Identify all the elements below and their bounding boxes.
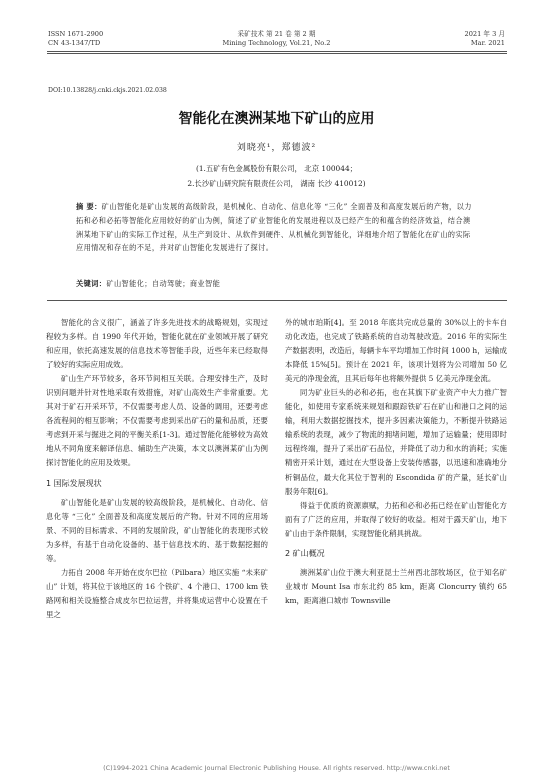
journal-name-en: Mining Technology, Vol.21, No.2	[222, 39, 331, 47]
section-heading-1: 1 国际发展现状	[46, 478, 102, 488]
paragraph: 力拓自 2008 年开始在皮尔巴拉（Pilbara）地区实施 “未来矿山” 计划，将其位于该地区的 16 个铁矿、4 个港口、1700 km 铁路网和相关设施整合成皮尔巴拉运营，并将集成运营中心设置在千里之	[46, 567, 268, 619]
abstract-label: 摘 要：	[76, 202, 102, 211]
doi: DOI:10.13828/j.cnki.ckjs.2021.02.038	[48, 87, 167, 94]
keywords-label: 关键词：	[76, 279, 107, 288]
paragraph: 矿山智能化是矿山发展的较高级阶段，是机械化、自动化、信息化等 “三化” 全面普及和高度发展后的产物。针对不同的应用场景、不同的目标需求、不同的发展阶段，矿山智能化的表现形式较为多样，有基于自动化设备的、基于信息技术的、基于数据挖掘的等。	[46, 497, 268, 563]
authors: 刘晓亮¹，郑德波²	[236, 143, 317, 153]
paragraph: 矿山生产环节较多，各环节间相互关联。合理安排生产，及时识别问题并针对性地采取有效措施，对矿山高效生产非常重要。尤其对于矿石开采环节，不仅需要考虑人员、设备的调用，还要考虑各流程间的相互影响；不仅需要考虑到采出矿石的量和品质，还要考虑到开采与掘进之间的平衡关系[1-3]。通过智能化能够较为高效地从不同角度来解译信息、辅助生产决策，本文以澳洲某矿山为例探讨智能化的应用及效果。	[46, 374, 268, 468]
abstract	[76, 200, 476, 255]
issn: ISSN 1671-2900	[48, 30, 104, 38]
header-rule-top	[47, 51, 507, 52]
section-heading-2: 2 矿山概况	[285, 548, 325, 558]
date-en: Mar. 2021	[470, 39, 505, 47]
paragraph: 得益于优质的资源禀赋，力拓和必和必拓已经在矿山智能化方面有了广泛的应用，并取得了较好的收益。相对于露天矿山，地下矿山由于条件限制，实现智能化稍具挑战。	[285, 500, 507, 538]
paragraph: 澳洲某矿山位于澳大利亚昆士兰州西北部牧场区，位于知名矿业城市 Mount Isa 市东北约 85 km，距离 Cloncurry 镇约 65 km，距离港口城市 Townsville	[285, 567, 507, 605]
affiliation-2: 2.长沙矿山研究院有限责任公司， 湖南 长沙 410012)	[187, 179, 366, 188]
copyright-footer: (C)1994-2021 China Academic Journal Electronic Publishing House. All rights reserved. http://www.cnki.net	[103, 764, 450, 772]
affiliation-1: (1.五矿有色金属股份有限公司， 北京 100044；	[195, 164, 358, 173]
paragraph: 外的城市珀斯[4]。至 2018 年底共完成总量的 30%以上的卡车自动化改造，也完成了铁路系统的自动驾驶改造。2016 年的实际生产数据表明，改造后，每辆卡车平均增加工作时间 1000 h，运输成本降低 15%[5]。预计在 2021 年，该项计划将为公司增加 50 亿美元的净现金流，且其后每年也将额外提供 5 亿美元净现金流。	[285, 318, 507, 384]
keywords-text: 矿山智能化；自动驾驶；商业智能	[106, 279, 221, 288]
journal-name-cn: 采矿技术 第 21 卷 第 2 期	[237, 30, 316, 38]
left-column	[46, 316, 268, 622]
paragraph: 智能化的含义很广，涵盖了许多先进技术的战略规划，实现过程较为多样。自 1990 年代开始，智能化就在矿业领域开展了研究和应用，依托高速发展的信息技术等智能手段，近些年来已经取得了较好的实际应用成效。	[46, 318, 268, 370]
keywords	[76, 279, 476, 289]
date-cn: 2021 年 3 月	[464, 30, 505, 38]
abstract-divider	[47, 300, 507, 301]
cn-number: CN 43-1347/TD	[48, 39, 101, 47]
header-right	[465, 30, 505, 48]
article-title: 智能化在澳洲某地下矿山的应用	[178, 111, 375, 127]
paragraph: 同为矿业巨头的必和必拓，也在其旗下矿业资产中大力推广智能化，如使用专家系统来规划和跟踪铁矿石在矿山和港口之间的运输，利用大数据挖掘技术，提升多因素决策能力，不断提升铁路运输系统的表现，减少了物流的拥堵问题，增加了运输量；使用即时远程终端，提升了采出矿石品位，并降低了动力和水的消耗；实施精密开采计划，通过在大型设备上安装传感器，以迅速和准确地分析铜品位，最大化其位于智利的 Escondida 矿的产量，延长矿山服务年限[6]。	[285, 388, 507, 496]
abstract-text: 矿山智能化是矿山发展的高级阶段，是机械化、自动化、信息化等 “三化” 全面普及和高度发展后的产物，以力拓和必和必拓等智能化应用较好的矿山为例，简述了矿业智能化的发展进程以及已经产生的和蕴含的经济效益，结合澳洲某地下矿山的实际工作过程，从生产到设计、从软件到硬件、从机械化到智能化，详细地介绍了智能化在矿山的实际应用情况和存在的不足，并对矿山智能化发展进行了探讨。	[76, 202, 472, 253]
header-rule-bottom	[47, 53, 507, 54]
right-column	[285, 316, 507, 608]
